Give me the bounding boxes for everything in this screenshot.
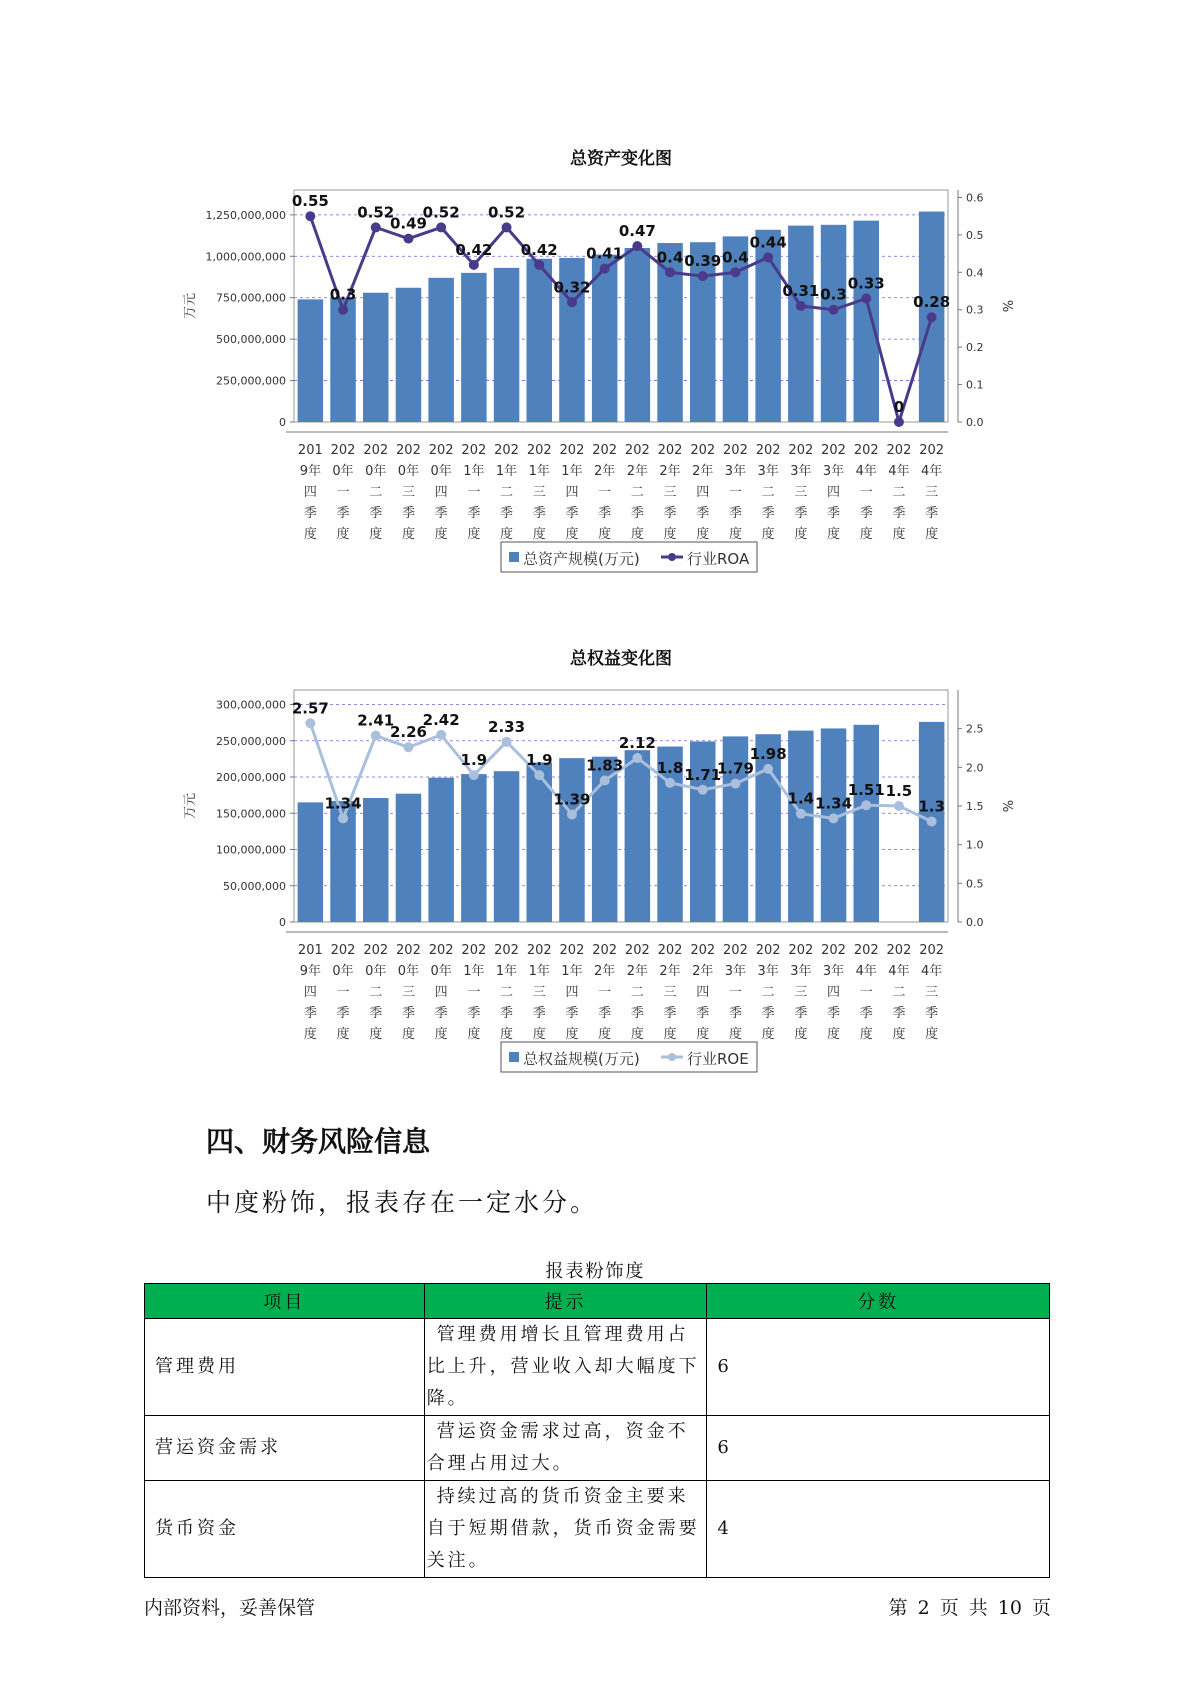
- legend-bar-swatch: [509, 552, 519, 562]
- bar: [461, 273, 487, 422]
- legend-line-marker: [668, 1053, 676, 1061]
- line-point: [698, 271, 708, 281]
- data-label: 1.3: [918, 797, 945, 816]
- x-tick-label: 202 3年四季度: [821, 943, 846, 1042]
- x-tick-label: 202 4年二季度: [886, 943, 912, 1042]
- row-hint: 管理费用增长且管理费用占比上升，营业收入却大幅度下降。: [424, 1319, 707, 1416]
- y-tick-label: 250,000,000: [216, 374, 286, 388]
- header-score: 分数: [707, 1284, 1050, 1319]
- data-label: 0.49: [389, 214, 427, 233]
- x-tick-label: 202 4年三季度: [919, 443, 945, 542]
- x-tick-label: 202 3年二季度: [755, 943, 781, 1042]
- bar: [625, 750, 651, 922]
- y2-tick-label: 0.0: [966, 916, 984, 929]
- footer-confidential: 内部资料，妥善保管: [144, 1597, 316, 1619]
- y-tick-label: 750,000,000: [216, 291, 286, 305]
- y2-axis-title: %: [999, 799, 1014, 813]
- bar: [363, 293, 389, 422]
- bar: [461, 774, 487, 922]
- data-label: 1.51: [847, 781, 885, 800]
- table-row: [145, 1319, 1050, 1416]
- data-label: 2.57: [291, 699, 329, 718]
- y2-tick-label: 1.0: [966, 838, 984, 852]
- line-point: [763, 764, 773, 774]
- bar: [625, 248, 651, 422]
- bar: [494, 268, 520, 422]
- x-tick-label: 202 2年一季度: [592, 443, 618, 542]
- line-point: [632, 753, 642, 763]
- row-score: 6: [707, 1319, 1050, 1416]
- data-label: 0.42: [455, 240, 493, 259]
- section-heading: 四、财务风险信息: [206, 1125, 431, 1158]
- header-hint: 提示: [424, 1284, 707, 1319]
- x-tick-label: 202 1年一季度: [461, 943, 487, 1042]
- row-item: 营运资金需求: [145, 1416, 425, 1481]
- line-point: [861, 800, 871, 810]
- y-axis-title: 万元: [183, 292, 198, 320]
- chart-title: 总权益变化图: [570, 649, 672, 669]
- bar: [396, 288, 422, 422]
- bar: [788, 226, 814, 422]
- line-point: [338, 813, 348, 823]
- legend-bar-swatch: [509, 1052, 519, 1062]
- data-label: 1.34: [324, 794, 362, 813]
- y-tick-label: 50,000,000: [223, 879, 286, 893]
- line-point: [730, 779, 740, 789]
- section-summary: 中度粉饰，报表存在一定水分。: [206, 1188, 599, 1217]
- total-equity-chart: [0, 640, 1191, 1100]
- x-tick-label: 202 0年二季度: [363, 943, 389, 1042]
- data-label: 1.5: [885, 782, 913, 800]
- legend-line-marker: [668, 553, 676, 561]
- line-point: [436, 222, 446, 232]
- y2-tick-label: 0.5: [966, 877, 984, 891]
- line-point: [632, 241, 642, 251]
- data-label: 1.83: [586, 756, 624, 775]
- x-tick-label: 202 3年三季度: [788, 943, 814, 1042]
- legend-line-label: 行业ROE: [687, 1050, 749, 1068]
- y2-tick-label: 0.2: [966, 341, 984, 355]
- data-label: 1.39: [553, 790, 591, 809]
- x-tick-label: 202 2年四季度: [690, 443, 716, 542]
- footer-page-number: 第 2 页 共 10 页: [888, 1597, 1051, 1619]
- bar: [330, 298, 356, 422]
- line-point: [894, 417, 904, 427]
- data-label: 2.41: [357, 711, 395, 730]
- data-label: 0.44: [749, 233, 787, 252]
- x-tick-label: 202 2年三季度: [657, 943, 683, 1042]
- line-point: [829, 305, 839, 315]
- bar: [526, 259, 552, 422]
- table-row: [145, 1481, 1050, 1578]
- data-label: 0.3: [329, 285, 357, 304]
- data-label: 0.28: [913, 293, 951, 312]
- line-point: [829, 813, 839, 823]
- line-point: [305, 211, 315, 221]
- data-label: 2.12: [618, 734, 656, 753]
- x-tick-label: 202 3年三季度: [788, 443, 814, 542]
- y2-tick-label: 2.5: [966, 722, 984, 736]
- data-label: 1.4: [787, 789, 815, 808]
- table-caption: 报表粉饰度: [545, 1261, 646, 1282]
- line-point: [730, 267, 740, 277]
- x-tick-label: 202 0年三季度: [396, 943, 421, 1042]
- y-tick-label: 200,000,000: [216, 771, 286, 784]
- data-label: 1.71: [684, 765, 722, 784]
- y2-tick-label: 0.3: [966, 303, 984, 317]
- data-label: 0.39: [684, 252, 722, 271]
- line-point: [600, 775, 610, 785]
- y-axis-title: 万元: [183, 792, 198, 820]
- line-point: [894, 801, 904, 811]
- chart-svg: [0, 640, 1191, 1100]
- line-point: [469, 260, 479, 270]
- line-point: [403, 234, 413, 244]
- row-item: 货币资金: [145, 1481, 425, 1578]
- data-label: 0.52: [422, 203, 460, 222]
- data-label: 1.34: [815, 794, 853, 813]
- line-point: [305, 718, 315, 728]
- x-tick-label: 202 4年一季度: [853, 443, 879, 542]
- legend-line-label: 行业ROA: [687, 550, 750, 568]
- x-tick-label: 202 2年三季度: [657, 443, 683, 542]
- x-tick-label: 202 1年一季度: [461, 443, 487, 542]
- data-label: 0.42: [520, 240, 558, 259]
- line-point: [338, 305, 348, 315]
- data-label: 0.4: [656, 248, 684, 267]
- bar: [559, 758, 585, 922]
- y-tick-label: 1,250,000,000: [205, 208, 286, 222]
- data-label: 2.26: [389, 723, 427, 742]
- legend-bar-label: 总资产规模(万元): [523, 550, 640, 568]
- line-point: [600, 264, 610, 274]
- legend-bar-label: 总权益规模(万元): [523, 1050, 640, 1068]
- bar: [821, 225, 847, 422]
- row-score: 6: [707, 1416, 1050, 1481]
- line-point: [665, 267, 675, 277]
- y-tick-label: 500,000,000: [216, 333, 286, 347]
- y-tick-label: 0: [279, 416, 286, 429]
- y2-axis-title: %: [999, 299, 1014, 313]
- line-point: [534, 260, 544, 270]
- data-label: 1.9: [525, 751, 553, 770]
- data-label: 1.9: [460, 751, 488, 770]
- x-tick-label: 202 0年一季度: [330, 943, 356, 1042]
- bar: [363, 798, 389, 922]
- line-point: [763, 252, 773, 262]
- x-tick-label: 202 4年二季度: [886, 443, 912, 542]
- data-label: 0: [893, 398, 905, 416]
- x-tick-label: 202 3年一季度: [723, 943, 748, 1042]
- y-tick-label: 150,000,000: [216, 807, 286, 821]
- y2-tick-label: 2.0: [966, 761, 984, 775]
- line-point: [403, 742, 413, 752]
- data-label: 0.33: [847, 274, 885, 293]
- data-label: 0.3: [820, 285, 847, 304]
- x-tick-label: 202 3年一季度: [723, 443, 748, 542]
- x-tick-label: 202 4年三季度: [919, 943, 945, 1042]
- line-point: [436, 730, 446, 740]
- line-point: [534, 770, 544, 780]
- line-point: [927, 312, 937, 322]
- table-header-row: [145, 1284, 1050, 1319]
- data-label: 0.31: [782, 282, 820, 300]
- line-point: [796, 809, 806, 819]
- y2-tick-label: 0.0: [966, 416, 984, 429]
- y-tick-label: 1,000,000,000: [205, 250, 286, 264]
- line-point: [927, 816, 937, 826]
- line-point: [371, 222, 381, 232]
- bar: [821, 728, 847, 922]
- data-label: 0.52: [488, 203, 526, 222]
- y-tick-label: 250,000,000: [216, 734, 286, 748]
- bar: [788, 731, 814, 922]
- line-point: [665, 778, 675, 788]
- y-tick-label: 300,000,000: [216, 698, 286, 712]
- bar: [428, 278, 454, 422]
- data-label: 0.41: [586, 244, 624, 263]
- line-point: [861, 294, 871, 304]
- x-tick-label: 202 1年三季度: [526, 443, 552, 542]
- x-tick-label: 201 9年四季度: [297, 443, 323, 542]
- data-label: 0.32: [553, 278, 591, 297]
- line-point: [698, 785, 708, 795]
- bar: [298, 299, 324, 422]
- x-tick-label: 202 0年四季度: [428, 443, 454, 542]
- data-label: 1.79: [716, 759, 754, 778]
- x-tick-label: 202 2年二季度: [624, 443, 650, 542]
- data-label: 0.52: [357, 203, 395, 222]
- x-tick-label: 202 3年二季度: [755, 443, 781, 542]
- data-label: 1.98: [749, 744, 787, 763]
- y2-tick-label: 1.5: [966, 800, 984, 813]
- data-label: 0.47: [618, 222, 656, 241]
- line-point: [502, 222, 512, 232]
- bar: [853, 725, 879, 922]
- line-point: [567, 297, 577, 307]
- y2-tick-label: 0.1: [966, 378, 984, 392]
- x-tick-label: 202 4年一季度: [853, 943, 879, 1042]
- y2-tick-label: 0.5: [966, 228, 984, 242]
- x-tick-label: 202 1年二季度: [494, 443, 519, 542]
- line-point: [567, 810, 577, 820]
- line-point: [796, 301, 806, 311]
- row-hint: 营运资金需求过高，资金不合理占用过大。: [424, 1416, 707, 1481]
- x-tick-label: 202 2年一季度: [592, 943, 618, 1042]
- x-tick-label: 202 1年三季度: [526, 943, 552, 1042]
- data-label: 2.42: [422, 710, 460, 729]
- x-tick-label: 202 0年二季度: [363, 443, 389, 542]
- chart-svg: [0, 140, 1191, 600]
- header-item: 项目: [145, 1284, 425, 1319]
- bar: [494, 771, 520, 922]
- row-item: 管理费用: [145, 1319, 425, 1416]
- y2-tick-label: 0.4: [966, 266, 984, 280]
- x-tick-label: 202 1年二季度: [494, 943, 519, 1042]
- total-assets-chart: [0, 140, 1191, 600]
- line-point: [469, 770, 479, 780]
- x-tick-label: 202 1年四季度: [559, 943, 585, 1042]
- row-score: 4: [707, 1481, 1050, 1578]
- chart-title: 总资产变化图: [570, 149, 672, 169]
- data-label: 0.55: [291, 192, 329, 211]
- x-tick-label: 202 0年四季度: [428, 943, 454, 1042]
- y2-tick-label: 0.6: [966, 191, 984, 205]
- x-tick-label: 201 9年四季度: [297, 943, 323, 1042]
- data-label: 1.8: [656, 758, 684, 777]
- bar: [853, 221, 879, 422]
- line-point: [502, 737, 512, 747]
- bar: [298, 802, 324, 922]
- table-row: [145, 1416, 1050, 1481]
- row-hint: 持续过高的货币资金主要来自于短期借款，货币资金需要关注。: [424, 1481, 707, 1578]
- x-tick-label: 202 1年四季度: [559, 443, 585, 542]
- line-point: [371, 731, 381, 741]
- data-label: 2.33: [488, 717, 526, 736]
- x-tick-label: 202 2年二季度: [624, 943, 650, 1042]
- y-tick-label: 100,000,000: [216, 843, 286, 857]
- x-tick-label: 202 2年四季度: [690, 943, 716, 1042]
- x-tick-label: 202 3年四季度: [821, 443, 846, 542]
- x-tick-label: 202 0年一季度: [330, 443, 356, 542]
- x-tick-label: 202 0年三季度: [396, 443, 421, 542]
- bar: [428, 778, 454, 922]
- data-label: 0.4: [722, 248, 749, 267]
- bar: [396, 794, 422, 922]
- y-tick-label: 0: [279, 916, 286, 929]
- risk-table: [144, 1283, 1050, 1578]
